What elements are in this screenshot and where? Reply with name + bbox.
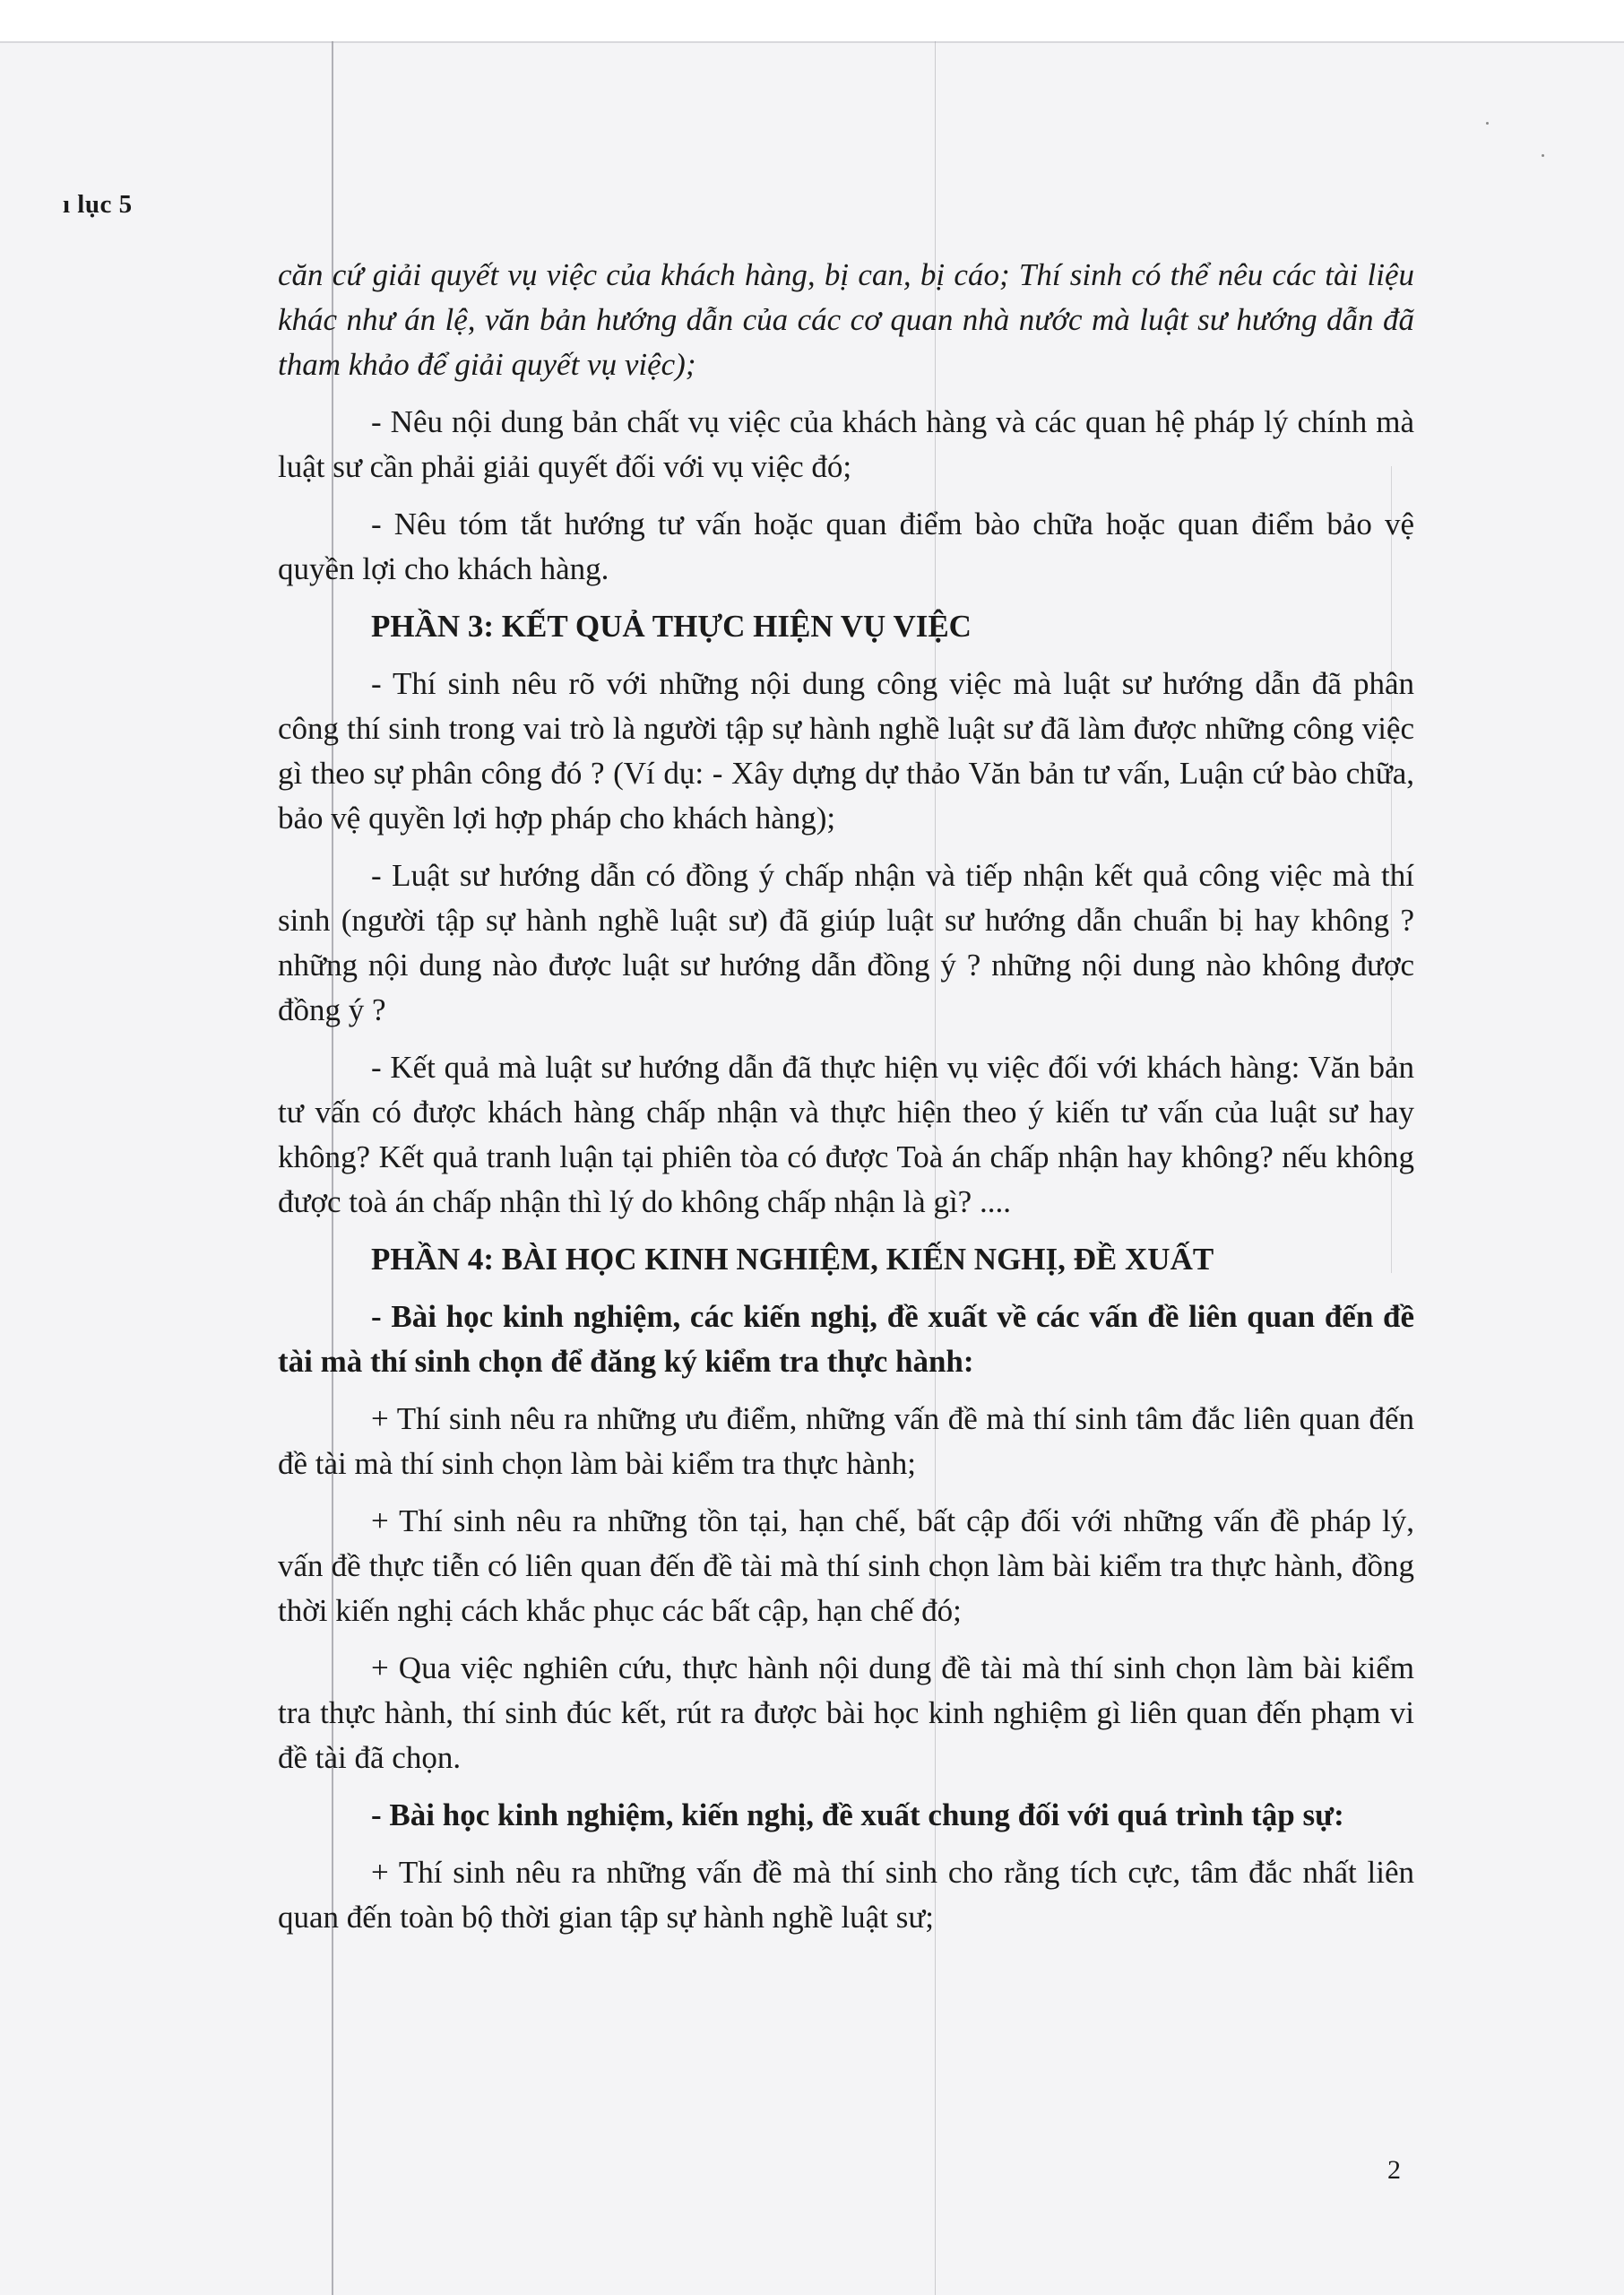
section-heading-part-4: PHẦN 4: BÀI HỌC KINH NGHIỆM, KIẾN NGHỊ, ĐỀ XUẤT [371, 1242, 1214, 1277]
paragraph: + Thí sinh nêu ra những tồn tại, hạn chế, bất cập đối với những vấn đề pháp lý, vấn đề thực tiễn có liên quan đến đề tài mà thí sinh chọn làm bài kiểm tra thực hành, đồng thời kiến nghị cách khắc phục các bất cập, hạn chế đó; [278, 1503, 1414, 1628]
paragraph: - Nêu nội dung bản chất vụ việc của khách hàng và các quan hệ pháp lý chính mà luật sư cần phải giải quyết đối với vụ việc đó; [278, 404, 1414, 484]
scan-speck [1542, 154, 1544, 157]
scan-speck [1486, 122, 1489, 125]
paragraph: - Nêu tóm tắt hướng tư vấn hoặc quan điểm bào chữa hoặc quan điểm bảo vệ quyền lợi cho khách hàng. [278, 507, 1414, 586]
page-number: 2 [1387, 2155, 1401, 2185]
paragraph: - Thí sinh nêu rõ với những nội dung công việc mà luật sư hướng dẫn đã phân công thí sinh trong vai trò là người tập sự hành nghề luật sư đã làm được những công việc gì theo sự phân công đó ? (Ví dụ: - Xây dựng dự thảo Văn bản tư vấn, Luận cứ bào chữa, bảo vệ quyền lợi hợp pháp cho khách hàng); [278, 666, 1414, 836]
paragraph: - Luật sư hướng dẫn có đồng ý chấp nhận và tiếp nhận kết quả công việc mà thí sinh (người tập sự hành nghề luật sư) đã giúp luật sư hướng dẫn chuẩn bị hay không ? những nội dung nào được luật sư hướng dẫn đồng ý ? những nội dung nào không được đồng ý ? [278, 858, 1414, 1027]
paragraph-continuation: căn cứ giải quyết vụ việc của khách hàng, bị can, bị cáo; Thí sinh có thể nêu các tài liệu khác như án lệ, văn bản hướng dẫn của các cơ quan nhà nước mà luật sư hướng dẫn đã tham khảo để giải quyết vụ việc); [278, 257, 1414, 382]
paragraph: + Thí sinh nêu ra những vấn đề mà thí sinh cho rằng tích cực, tâm đắc nhất liên quan đến toàn bộ thời gian tập sự hành nghề luật sư; [278, 1855, 1414, 1935]
document-body [278, 253, 1414, 1940]
scan-top-edge [0, 0, 1624, 43]
paragraph: + Thí sinh nêu ra những ưu điểm, những vấn đề mà thí sinh tâm đắc liên quan đến đề tài mà thí sinh chọn làm bài kiểm tra thực hành; [278, 1401, 1414, 1481]
bold-subheading: - Bài học kinh nghiệm, các kiến nghị, đề xuất về các vấn đề liên quan đến đề tài mà thí sinh chọn để đăng ký kiểm tra thực hành: [278, 1299, 1414, 1379]
paragraph: + Qua việc nghiên cứu, thực hành nội dung đề tài mà thí sinh chọn làm bài kiểm tra thực hành, thí sinh đúc kết, rút ra được bài học kinh nghiệm gì liên quan đến phạm vi đề tài đã chọn. [278, 1650, 1414, 1775]
paragraph: - Kết quả mà luật sư hướng dẫn đã thực hiện vụ việc đối với khách hàng: Văn bản tư vấn có được khách hàng chấp nhận và thực hiện theo ý kiến tư vấn của luật sư hay không? Kết quả tranh luận tại phiên tòa có được Toà án chấp nhận hay không? nếu không được toà án chấp nhận thì lý do không chấp nhận là gì? .... [278, 1050, 1414, 1219]
appendix-header-fragment: ı lục 5 [63, 190, 133, 219]
section-heading-part-3: PHẦN 3: KẾT QUẢ THỰC HIỆN VỤ VIỆC [371, 609, 972, 644]
bold-subheading: - Bài học kinh nghiệm, kiến nghị, đề xuất chung đối với quá trình tập sự: [371, 1797, 1344, 1832]
